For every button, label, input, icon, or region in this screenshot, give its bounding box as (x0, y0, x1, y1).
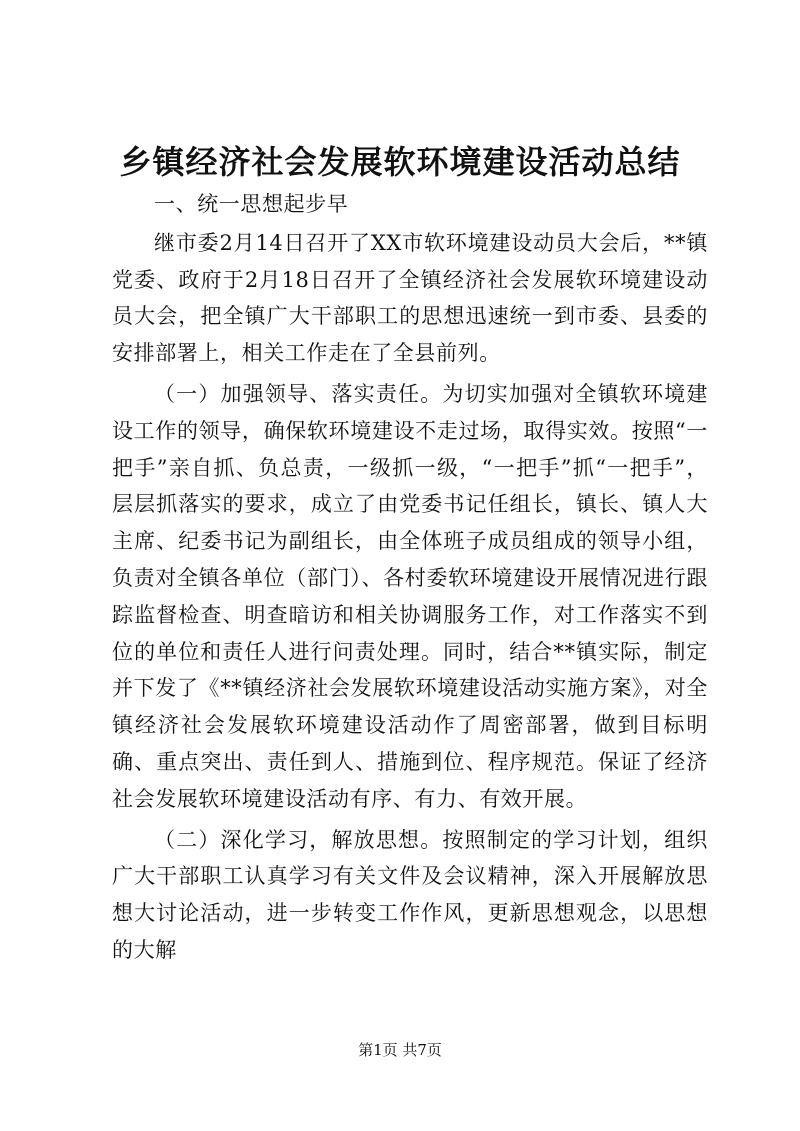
paragraph-1: 继市委2月14日召开了XX市软环境建设动员大会后，**镇党委、政府于2月18日召开了全镇经济社会发展软环境建设动员大会，把全镇广大干部职工的思想迅速统一到市委、县委的安排部署上，相关工作走在了全县前列。 (112, 230, 708, 366)
document-body (112, 186, 708, 969)
page-footer: 第1页 共7页 (358, 1041, 442, 1059)
document-title: 乡镇经济社会发展软环境建设活动总结 (119, 143, 681, 181)
paragraph-3: （二）深化学习，解放思想。按照制定的学习计划，组织广大干部职工认真学习有关文件及会议精神，深入开展解放思想大讨论活动，进一步转变工作作风，更新思想观念，以思想的大解 (112, 827, 708, 962)
section-heading: 一、统一思想起步早 (154, 192, 349, 216)
paragraph-2: （一）加强领导、落实责任。为切实加强对全镇软环境建设工作的领导，确保软环境建设不走过场，取得实效。按照“一把手”亲自抓、负总责，一级抓一级，“一把手”抓“一把手”，层层抓落实的要求，成立了由党委书记任组长，镇长、镇人大主席、纪委书记为副组长，由全体班子成员组成的领导小组，负责对全镇各单位（部门）、各村委软环境建设开展情况进行跟踪监督检查、明查暗访和相关协调服务工作，对工作落实不到位的单位和责任人进行问责处理。同时，结合**镇实际，制定并下发了《**镇经济社会发展软环境建设活动实施方案》，对全镇经济社会发展软环境建设活动作了周密部署，做到目标明确、重点突出、责任到人、措施到位、程序规范。保证了经济社会发展软环境建设活动有序、有力、有效开展。 (112, 381, 708, 811)
